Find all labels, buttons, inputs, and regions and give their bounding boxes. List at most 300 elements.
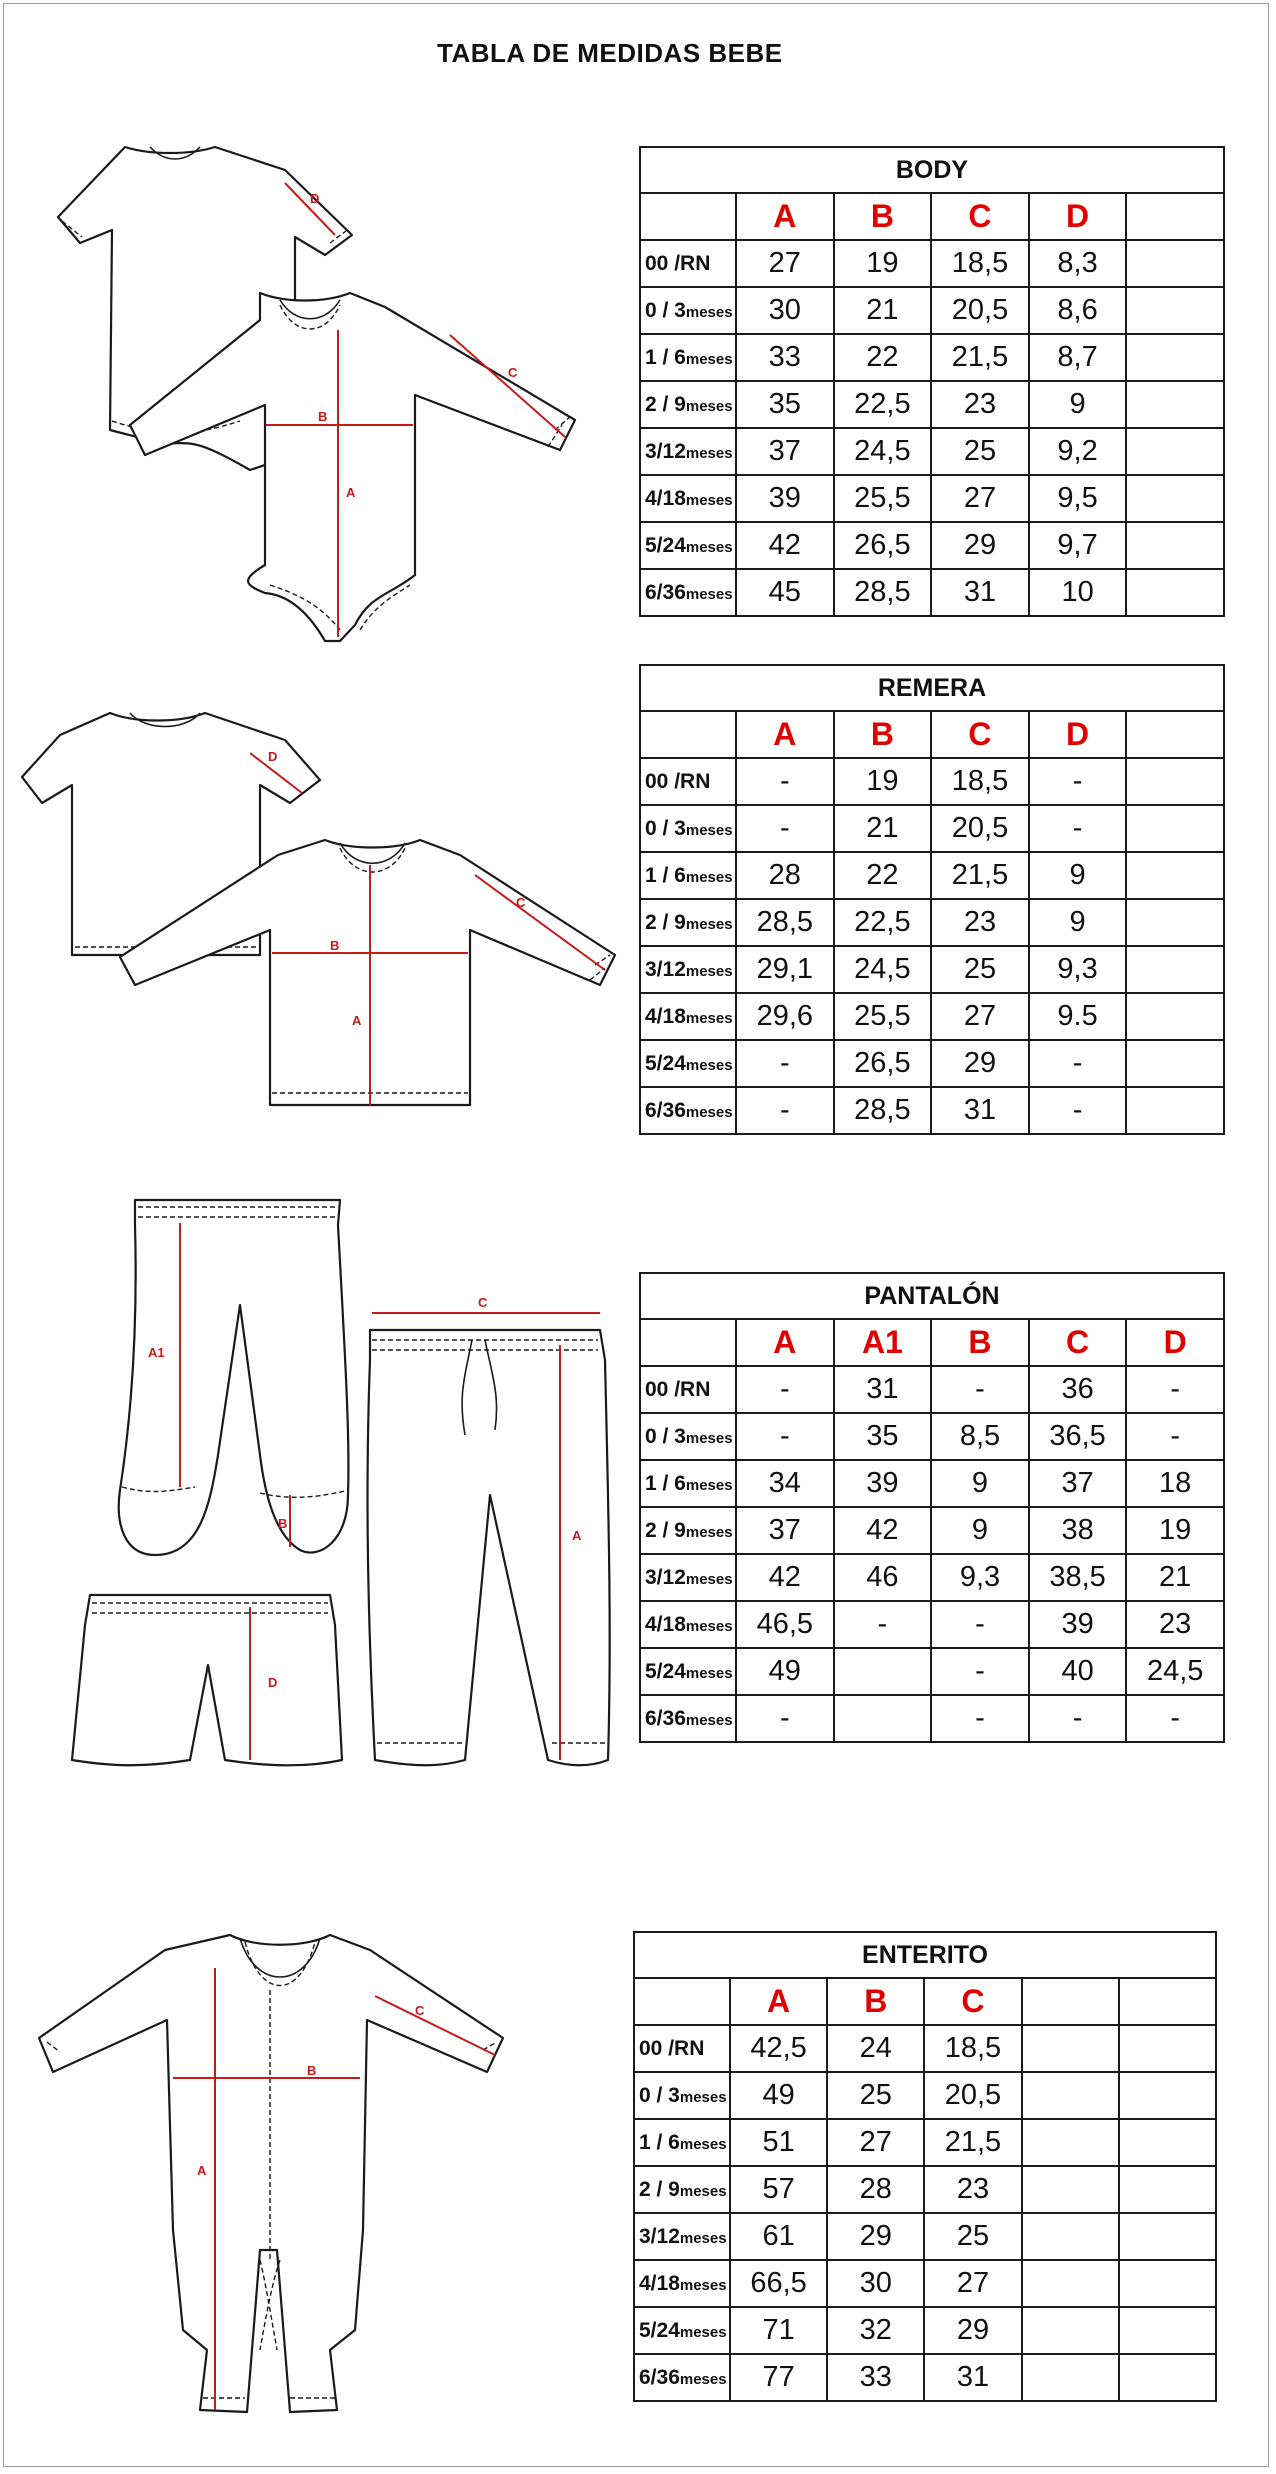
measure-value-cell: -	[931, 1601, 1029, 1648]
measure-b-label: B	[330, 938, 340, 953]
table-header-row	[634, 1978, 1216, 2025]
measure-value-cell: 42	[736, 1554, 834, 1601]
measure-value-cell	[1126, 899, 1224, 946]
size-unit: meses	[679, 2135, 727, 2153]
size-label: 00 /RN	[639, 2036, 705, 2060]
size-unit: meses	[679, 2229, 727, 2247]
measure-b-label: B	[278, 1516, 288, 1531]
measure-value-cell: 25,5	[834, 475, 932, 522]
measure-value-cell	[1119, 2072, 1216, 2119]
table-title: ENTERITO	[634, 1932, 1216, 1978]
table-row	[634, 2166, 1216, 2213]
size-label-cell	[634, 2119, 730, 2166]
table-row	[634, 2260, 1216, 2307]
table-header-row	[640, 193, 1224, 240]
measure-value-cell	[1119, 2307, 1216, 2354]
size-unit: meses	[685, 1009, 733, 1027]
measure-value-cell: 42	[736, 522, 834, 569]
table-row	[640, 946, 1224, 993]
table-title-row	[640, 1273, 1224, 1319]
measure-value-cell	[1022, 2260, 1119, 2307]
table-row	[640, 899, 1224, 946]
size-unit: meses	[679, 2276, 727, 2294]
size-label-cell	[640, 1695, 736, 1742]
measure-value-cell: 25,5	[834, 993, 932, 1040]
measure-b-label: B	[318, 409, 328, 424]
measure-value-cell: 22	[834, 334, 932, 381]
measure-value-cell: 24,5	[834, 946, 932, 993]
size-unit: meses	[679, 2370, 727, 2388]
measure-value-cell: 29	[827, 2213, 924, 2260]
measure-value-cell: 51	[730, 2119, 827, 2166]
measure-value-cell	[834, 1695, 932, 1742]
pants-illustration	[60, 1195, 620, 1825]
bodysuit-illustration	[40, 125, 640, 665]
measure-value-cell: 77	[730, 2354, 827, 2401]
table-title: REMERA	[640, 665, 1224, 711]
measure-value-cell: 25	[931, 946, 1029, 993]
measure-value-cell: 9,5	[1029, 475, 1127, 522]
measure-value-cell: 9	[1029, 381, 1127, 428]
measure-value-cell: 19	[834, 758, 932, 805]
table-row	[640, 569, 1224, 616]
measure-value-cell: 8,6	[1029, 287, 1127, 334]
column-header: A	[736, 711, 834, 758]
table-row	[640, 240, 1224, 287]
table-row	[640, 522, 1224, 569]
measure-value-cell: 39	[1029, 1601, 1127, 1648]
measure-value-cell: 31	[931, 569, 1029, 616]
size-label: 00 /RN	[645, 251, 711, 275]
measure-value-cell: 9	[931, 1507, 1029, 1554]
measure-value-cell: 46	[834, 1554, 932, 1601]
measure-value-cell: -	[931, 1695, 1029, 1742]
measure-d-label: D	[268, 1675, 278, 1690]
document-title: TABLA DE MEDIDAS BEBE	[437, 38, 783, 68]
size-label: 3/12	[645, 1565, 686, 1589]
measure-value-cell: 21	[834, 805, 932, 852]
size-unit: meses	[685, 1664, 733, 1682]
measure-value-cell: 49	[736, 1648, 834, 1695]
measure-value-cell	[1119, 2260, 1216, 2307]
measure-value-cell: -	[736, 1695, 834, 1742]
size-label-cell	[634, 2260, 730, 2307]
size-label-cell	[640, 946, 736, 993]
measure-value-cell: 24,5	[834, 428, 932, 475]
table-row	[640, 428, 1224, 475]
measure-value-cell: 24,5	[1126, 1648, 1224, 1695]
measure-value-cell: 31	[924, 2354, 1021, 2401]
measure-value-cell: -	[1029, 805, 1127, 852]
size-label-cell	[640, 475, 736, 522]
size-label: 0 / 3	[639, 2083, 680, 2107]
measure-value-cell: 21	[834, 287, 932, 334]
table-title: PANTALÓN	[640, 1273, 1224, 1319]
size-label: 6/36	[645, 580, 686, 604]
table-row	[640, 1695, 1224, 1742]
size-label: 2 / 9	[645, 392, 686, 416]
table-row	[640, 805, 1224, 852]
measure-value-cell: 28	[827, 2166, 924, 2213]
measure-value-cell: 18,5	[931, 240, 1029, 287]
size-unit: meses	[685, 1429, 733, 1447]
size-label: 4/18	[645, 486, 686, 510]
table-row	[640, 1507, 1224, 1554]
measure-value-cell: 37	[736, 428, 834, 475]
measure-value-cell: 27	[736, 240, 834, 287]
measure-value-cell: 57	[730, 2166, 827, 2213]
table-row	[640, 1040, 1224, 1087]
measure-value-cell: 33	[827, 2354, 924, 2401]
body-sketch	[40, 125, 640, 665]
size-label-cell	[640, 522, 736, 569]
table-title: BODY	[640, 147, 1224, 193]
measure-value-cell: 9	[931, 1460, 1029, 1507]
measure-value-cell: 39	[834, 1460, 932, 1507]
header-size-cell	[640, 711, 736, 758]
size-unit: meses	[685, 1523, 733, 1541]
measure-value-cell	[1126, 334, 1224, 381]
measure-value-cell: -	[1029, 1040, 1127, 1087]
size-unit: meses	[679, 2088, 727, 2106]
size-label-cell	[640, 240, 736, 287]
measure-a-label: A	[352, 1013, 362, 1028]
measure-value-cell	[1119, 2119, 1216, 2166]
column-header	[1126, 711, 1224, 758]
measure-value-cell: 61	[730, 2213, 827, 2260]
size-unit: meses	[685, 444, 733, 462]
measure-c-label: C	[516, 895, 526, 910]
measure-value-cell: 9	[1029, 899, 1127, 946]
size-label-cell	[640, 1413, 736, 1460]
column-header: C	[931, 193, 1029, 240]
size-unit: meses	[685, 1617, 733, 1635]
size-unit: meses	[685, 1476, 733, 1494]
measure-value-cell: 24	[827, 2025, 924, 2072]
table-row	[640, 852, 1224, 899]
measure-value-cell: -	[1029, 1695, 1127, 1742]
measure-value-cell	[1126, 852, 1224, 899]
measure-value-cell: 71	[730, 2307, 827, 2354]
table-row	[640, 1601, 1224, 1648]
size-label: 1 / 6	[645, 345, 686, 369]
measure-value-cell: 25	[931, 428, 1029, 475]
measure-value-cell: 39	[736, 475, 834, 522]
measure-value-cell	[1126, 428, 1224, 475]
measure-d-label: D	[268, 749, 278, 764]
table-row	[634, 2213, 1216, 2260]
size-label: 5/24	[645, 533, 686, 557]
measure-value-cell: 38,5	[1029, 1554, 1127, 1601]
measure-value-cell	[1022, 2119, 1119, 2166]
size-label-cell	[640, 805, 736, 852]
measure-value-cell: 28,5	[834, 569, 932, 616]
measure-value-cell	[1022, 2307, 1119, 2354]
size-label-cell	[640, 1507, 736, 1554]
table-title-row	[640, 147, 1224, 193]
measure-value-cell: 30	[827, 2260, 924, 2307]
size-label-cell	[634, 2072, 730, 2119]
column-header: D	[1029, 711, 1127, 758]
size-label: 3/12	[645, 439, 686, 463]
size-label: 5/24	[639, 2318, 680, 2342]
measure-value-cell: 31	[931, 1087, 1029, 1134]
column-header: B	[827, 1978, 924, 2025]
size-label-cell	[634, 2025, 730, 2072]
size-label: 6/36	[645, 1098, 686, 1122]
measure-value-cell: 20,5	[931, 805, 1029, 852]
measure-value-cell: 23	[924, 2166, 1021, 2213]
measure-value-cell: 38	[1029, 1507, 1127, 1554]
size-label-cell	[634, 2307, 730, 2354]
measure-value-cell: 21,5	[931, 852, 1029, 899]
size-label-cell	[640, 1040, 736, 1087]
measure-value-cell: -	[1029, 758, 1127, 805]
measure-value-cell: 9,2	[1029, 428, 1127, 475]
measure-value-cell: -	[1126, 1366, 1224, 1413]
body-size-table	[639, 146, 1225, 617]
size-label: 2 / 9	[639, 2177, 680, 2201]
table-title-row	[640, 665, 1224, 711]
measure-value-cell: 22	[834, 852, 932, 899]
measure-value-cell: 18,5	[924, 2025, 1021, 2072]
measure-value-cell	[1022, 2072, 1119, 2119]
size-label: 3/12	[639, 2224, 680, 2248]
size-label: 0 / 3	[645, 298, 686, 322]
measure-value-cell	[1126, 381, 1224, 428]
measure-value-cell: 37	[736, 1507, 834, 1554]
size-label-cell	[640, 1460, 736, 1507]
size-label: 6/36	[639, 2365, 680, 2389]
size-label: 2 / 9	[645, 910, 686, 934]
table-row	[640, 1413, 1224, 1460]
measure-value-cell: 21,5	[931, 334, 1029, 381]
measure-value-cell: 32	[827, 2307, 924, 2354]
measure-a-label: A	[197, 2163, 207, 2178]
measure-value-cell: -	[1126, 1413, 1224, 1460]
column-header: C	[931, 711, 1029, 758]
measure-value-cell: 35	[834, 1413, 932, 1460]
remera-sketch	[20, 685, 640, 1125]
size-unit: meses	[685, 1570, 733, 1588]
measure-value-cell	[1126, 475, 1224, 522]
measure-value-cell: 45	[736, 569, 834, 616]
size-unit: meses	[685, 585, 733, 603]
measure-value-cell: 23	[1126, 1601, 1224, 1648]
measure-value-cell	[1126, 569, 1224, 616]
size-label-cell	[640, 334, 736, 381]
size-label-cell	[640, 287, 736, 334]
measure-value-cell: 25	[924, 2213, 1021, 2260]
measure-value-cell: 40	[1029, 1648, 1127, 1695]
size-label: 1 / 6	[645, 1471, 686, 1495]
measure-value-cell: 27	[931, 475, 1029, 522]
table-row	[634, 2025, 1216, 2072]
size-label: 4/18	[645, 1004, 686, 1028]
measure-value-cell: 21	[1126, 1554, 1224, 1601]
measure-value-cell: 37	[1029, 1460, 1127, 1507]
measure-value-cell: 46,5	[736, 1601, 834, 1648]
measure-value-cell	[1022, 2166, 1119, 2213]
pantalon-sketch	[60, 1195, 620, 1825]
measure-value-cell	[1126, 1040, 1224, 1087]
measure-value-cell: -	[1029, 1087, 1127, 1134]
size-label: 00 /RN	[645, 769, 711, 793]
header-size-cell	[640, 193, 736, 240]
measure-value-cell: 8,7	[1029, 334, 1127, 381]
measure-c-label: C	[478, 1295, 488, 1310]
measure-value-cell: 19	[1126, 1507, 1224, 1554]
measure-c-label: C	[415, 2003, 425, 2018]
measure-d-label: D	[310, 191, 320, 206]
size-unit: meses	[685, 1103, 733, 1121]
size-unit: meses	[685, 868, 733, 886]
column-header: A	[736, 1319, 834, 1366]
measure-value-cell: -	[736, 1366, 834, 1413]
size-label-cell	[640, 993, 736, 1040]
measure-a-label: A	[572, 1528, 582, 1543]
size-unit: meses	[685, 1711, 733, 1729]
size-label-cell	[640, 428, 736, 475]
measure-value-cell: 9,3	[1029, 946, 1127, 993]
size-label: 1 / 6	[645, 863, 686, 887]
measure-value-cell	[1119, 2354, 1216, 2401]
size-label: 4/18	[645, 1612, 686, 1636]
measure-value-cell	[1022, 2213, 1119, 2260]
measure-value-cell: 9,7	[1029, 522, 1127, 569]
size-label-cell	[640, 569, 736, 616]
size-unit: meses	[685, 821, 733, 839]
measure-value-cell	[1119, 2166, 1216, 2213]
measure-value-cell: 21,5	[924, 2119, 1021, 2166]
size-unit: meses	[685, 350, 733, 368]
measure-value-cell: 35	[736, 381, 834, 428]
measure-value-cell	[1126, 522, 1224, 569]
measure-value-cell: 29	[931, 1040, 1029, 1087]
size-label-cell	[634, 2213, 730, 2260]
column-header: A	[736, 193, 834, 240]
measure-value-cell: 18	[1126, 1460, 1224, 1507]
measure-a1-label: A1	[148, 1345, 165, 1360]
measure-value-cell: 19	[834, 240, 932, 287]
measure-value-cell: 36,5	[1029, 1413, 1127, 1460]
column-header: D	[1126, 1319, 1224, 1366]
measure-value-cell: 29	[924, 2307, 1021, 2354]
measure-c-label: C	[508, 365, 518, 380]
size-label: 00 /RN	[645, 1377, 711, 1401]
column-header: B	[834, 193, 932, 240]
table-row	[634, 2119, 1216, 2166]
table-row	[634, 2072, 1216, 2119]
measure-value-cell	[1119, 2213, 1216, 2260]
measure-value-cell	[1022, 2025, 1119, 2072]
measure-value-cell	[1126, 946, 1224, 993]
measure-value-cell: 9.5	[1029, 993, 1127, 1040]
column-header	[1126, 193, 1224, 240]
table-row	[640, 1648, 1224, 1695]
table-row	[634, 2354, 1216, 2401]
enterito-sketch	[55, 1930, 515, 2430]
size-label-cell	[640, 1087, 736, 1134]
measure-value-cell	[1126, 805, 1224, 852]
header-size-cell	[640, 1319, 736, 1366]
size-label-cell	[634, 2354, 730, 2401]
size-label: 6/36	[645, 1706, 686, 1730]
size-label-cell	[640, 1366, 736, 1413]
header-size-cell	[634, 1978, 730, 2025]
measure-value-cell: 8,5	[931, 1413, 1029, 1460]
column-header	[1022, 1978, 1119, 2025]
measure-value-cell: 29	[931, 522, 1029, 569]
measure-value-cell: 66,5	[730, 2260, 827, 2307]
size-unit: meses	[685, 538, 733, 556]
table-row	[640, 287, 1224, 334]
measure-value-cell: 30	[736, 287, 834, 334]
measure-value-cell: 22,5	[834, 899, 932, 946]
measure-value-cell	[1022, 2354, 1119, 2401]
size-unit: meses	[685, 491, 733, 509]
size-unit: meses	[685, 1056, 733, 1074]
measure-value-cell: 27	[827, 2119, 924, 2166]
table-row	[640, 334, 1224, 381]
measure-value-cell: -	[931, 1648, 1029, 1695]
enterito-size-table	[633, 1931, 1217, 2402]
size-label-cell	[634, 2166, 730, 2213]
measure-value-cell: 20,5	[924, 2072, 1021, 2119]
measure-value-cell: 23	[931, 381, 1029, 428]
measure-value-cell: 10	[1029, 569, 1127, 616]
measure-a-label: A	[346, 485, 356, 500]
column-header: A	[730, 1978, 827, 2025]
measure-value-cell	[834, 1648, 932, 1695]
measure-value-cell	[1119, 2025, 1216, 2072]
size-unit: meses	[679, 2182, 727, 2200]
table-row	[640, 381, 1224, 428]
size-label: 4/18	[639, 2271, 680, 2295]
measure-value-cell	[1126, 240, 1224, 287]
measure-value-cell: 28	[736, 852, 834, 899]
size-unit: meses	[685, 303, 733, 321]
size-label-cell	[640, 758, 736, 805]
measure-value-cell: 26,5	[834, 1040, 932, 1087]
measure-value-cell: 22,5	[834, 381, 932, 428]
measure-value-cell: -	[736, 1087, 834, 1134]
measure-value-cell: -	[931, 1366, 1029, 1413]
table-row	[640, 1460, 1224, 1507]
measure-value-cell: 36	[1029, 1366, 1127, 1413]
measure-value-cell: 34	[736, 1460, 834, 1507]
table-row	[640, 1087, 1224, 1134]
table-header-row	[640, 711, 1224, 758]
size-label-cell	[640, 1648, 736, 1695]
size-label: 2 / 9	[645, 1518, 686, 1542]
measure-value-cell	[1126, 758, 1224, 805]
measure-value-cell: 29,6	[736, 993, 834, 1040]
pantalon-size-table	[639, 1272, 1225, 1743]
size-label-cell	[640, 1554, 736, 1601]
table-header-row	[640, 1319, 1224, 1366]
measure-value-cell: 28,5	[834, 1087, 932, 1134]
size-unit: meses	[685, 915, 733, 933]
size-label-cell	[640, 899, 736, 946]
measure-value-cell: -	[736, 758, 834, 805]
measure-value-cell: -	[736, 1413, 834, 1460]
column-header	[1119, 1978, 1216, 2025]
measure-value-cell: 27	[924, 2260, 1021, 2307]
measure-value-cell: 42	[834, 1507, 932, 1554]
size-label: 5/24	[645, 1051, 686, 1075]
measure-value-cell	[1126, 1087, 1224, 1134]
